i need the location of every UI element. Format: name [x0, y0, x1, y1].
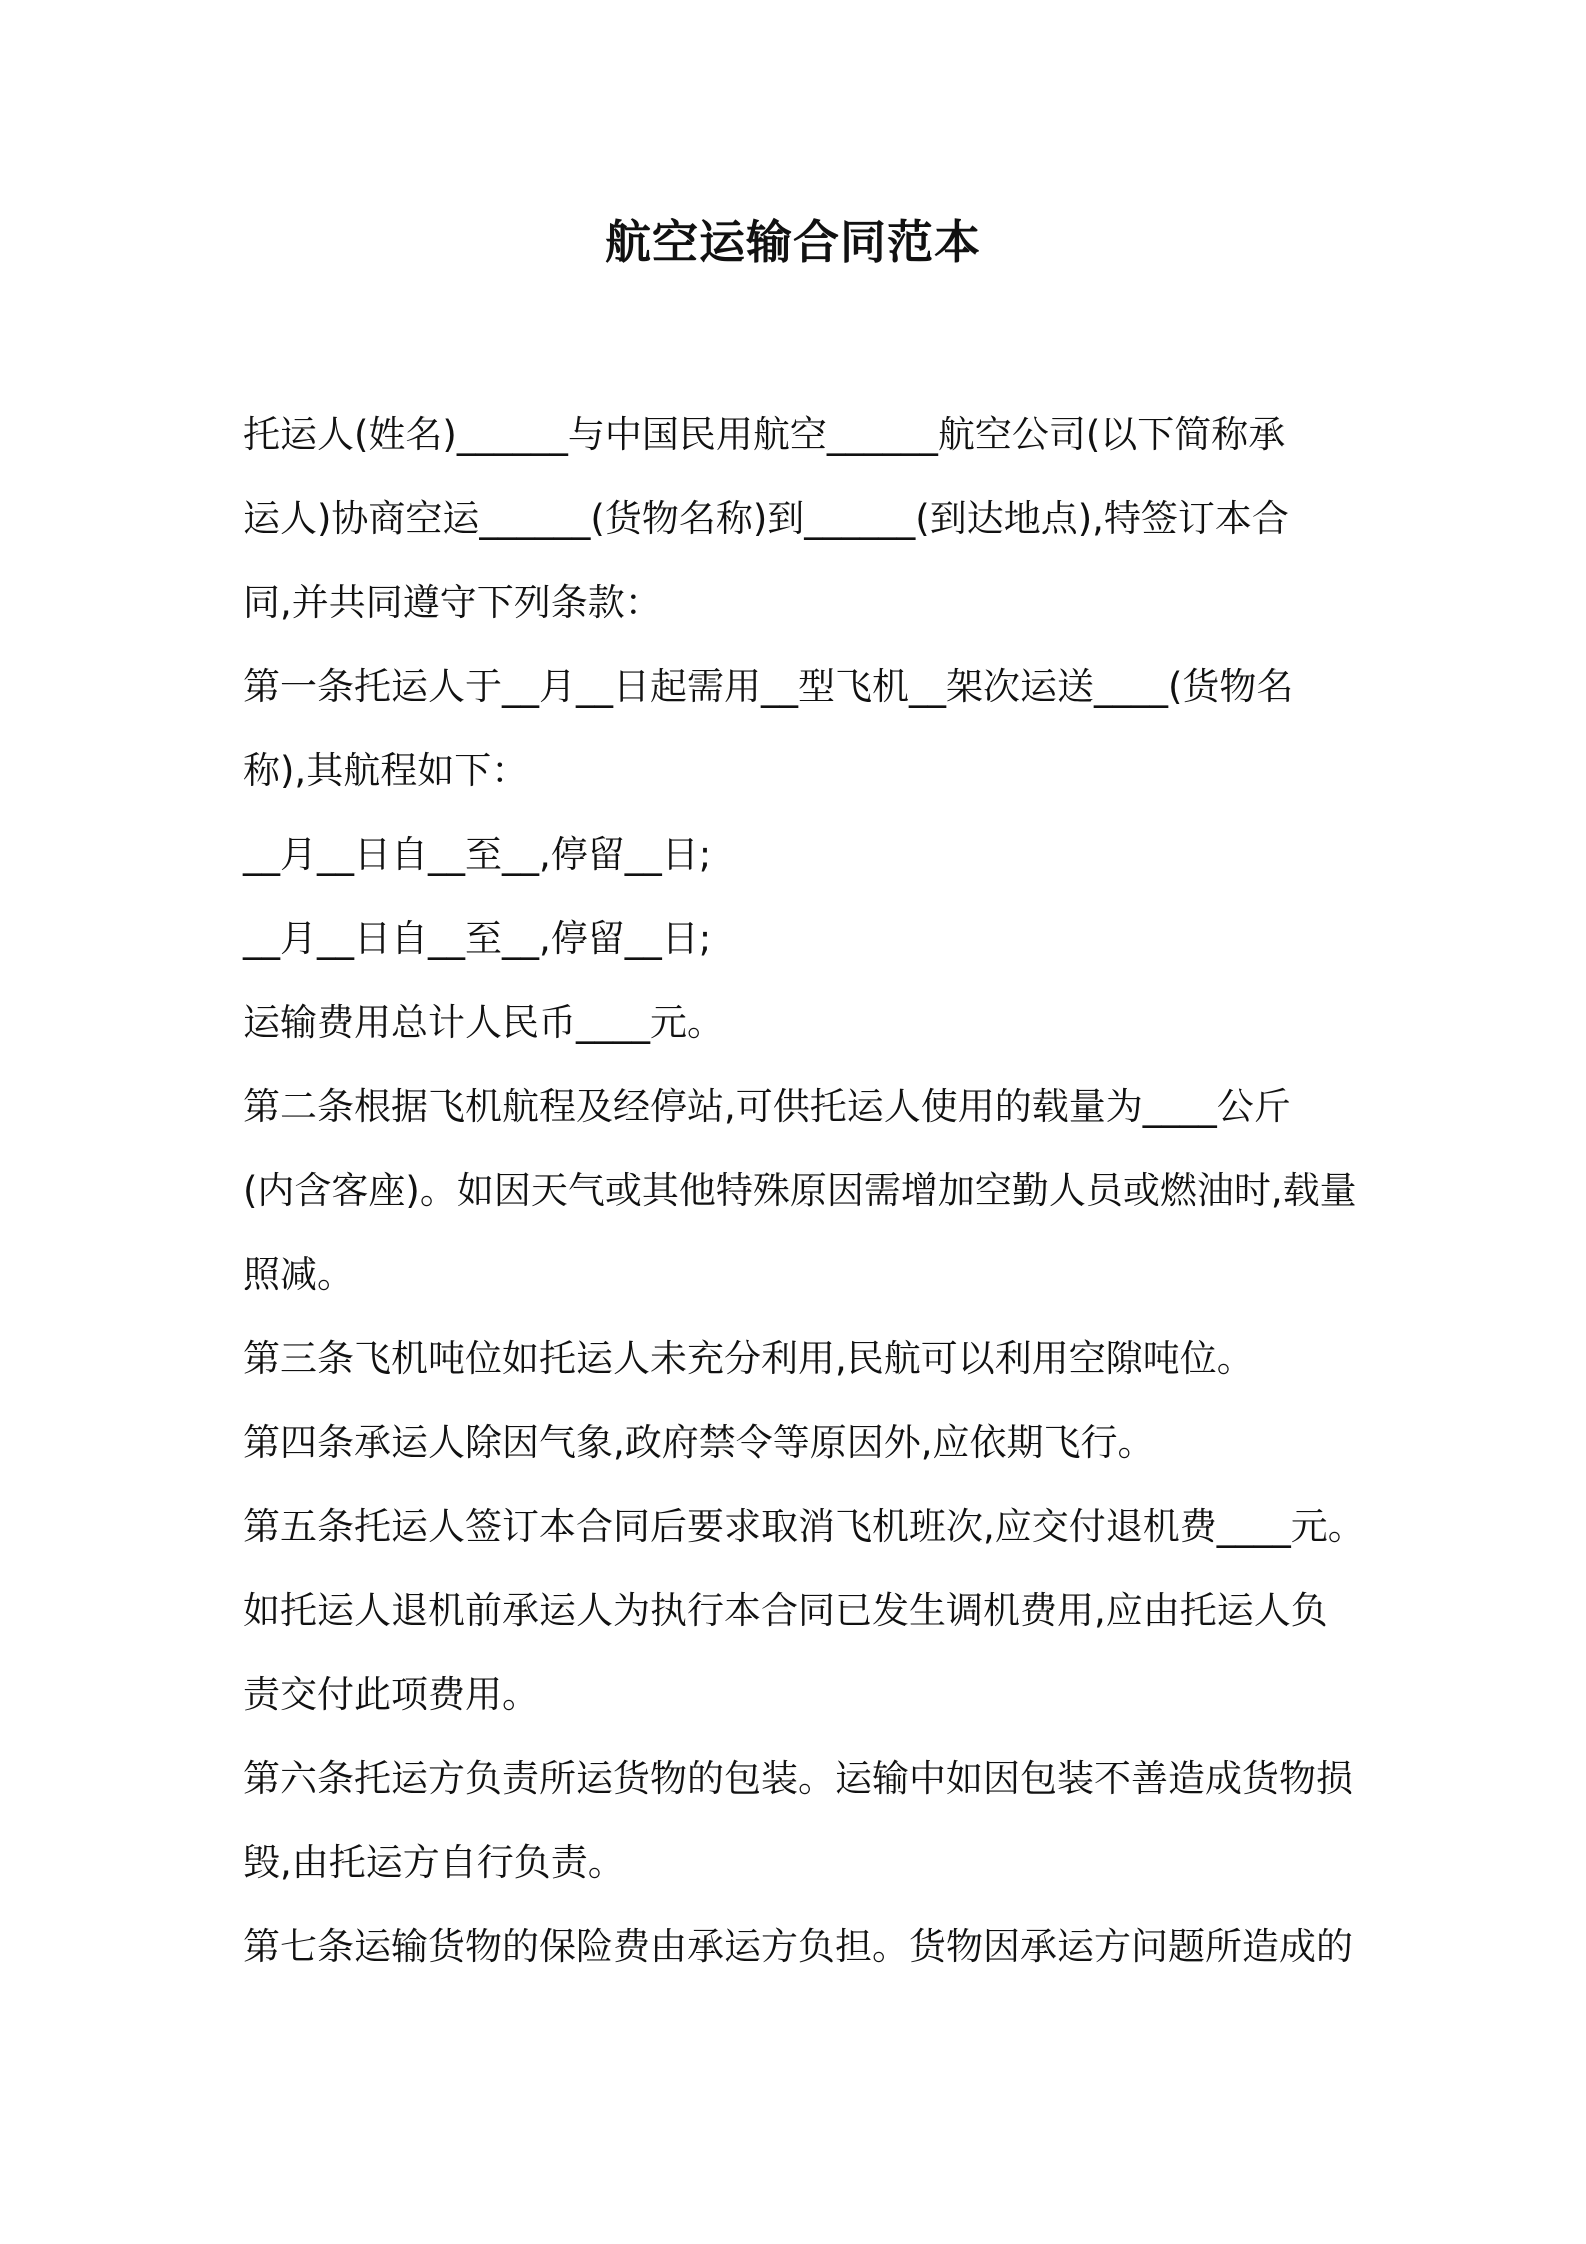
body-line: 毁,由托运方自行负责。 — [243, 1841, 625, 1884]
body-line: (内含客座)。如因天气或其他特殊原因需增加空勤人员或燃油时,载量 — [243, 1169, 1357, 1212]
body-line: 如托运人退机前承运人为执行本合同已发生调机费用,应由托运人负 — [243, 1589, 1328, 1632]
body-line: 责交付此项费用。 — [243, 1673, 539, 1716]
body-line: 运人)协商空运______(货物名称)到______(到达地点),特签订本合 — [243, 497, 1289, 540]
body-line: 运输费用总计人民币____元。 — [243, 1001, 724, 1044]
body-line: 同,并共同遵守下列条款： — [243, 581, 662, 624]
document-title: 航空运输合同范本 — [605, 215, 981, 269]
body-line: __月__日自__至__,停留__日; — [243, 833, 712, 876]
body-line: 第四条承运人除因气象,政府禁令等原因外,应依期飞行。 — [243, 1421, 1155, 1464]
body-line: __月__日自__至__,停留__日; — [243, 917, 712, 960]
body-line: 第一条托运人于__月__日起需用__型飞机__架次运送____(货物名 — [243, 665, 1294, 708]
body-line: 称),其航程如下： — [243, 749, 529, 792]
body-line: 托运人(姓名)______与中国民用航空______航空公司(以下简称承 — [243, 413, 1286, 456]
body-line: 第五条托运人签订本合同后要求取消飞机班次,应交付退机费____元。 — [243, 1505, 1365, 1548]
body-line: 第二条根据飞机航程及经停站,可供托运人使用的载量为____公斤 — [243, 1085, 1291, 1128]
body-line: 第三条飞机吨位如托运人未充分利用,民航可以利用空隙吨位。 — [243, 1337, 1254, 1380]
body-line: 第六条托运方负责所运货物的包装。运输中如因包装不善造成货物损 — [243, 1757, 1353, 1800]
body-line: 照减。 — [243, 1253, 354, 1296]
body-line: 第七条运输货物的保险费由承运方负担。货物因承运方问题所造成的 — [243, 1925, 1353, 1968]
